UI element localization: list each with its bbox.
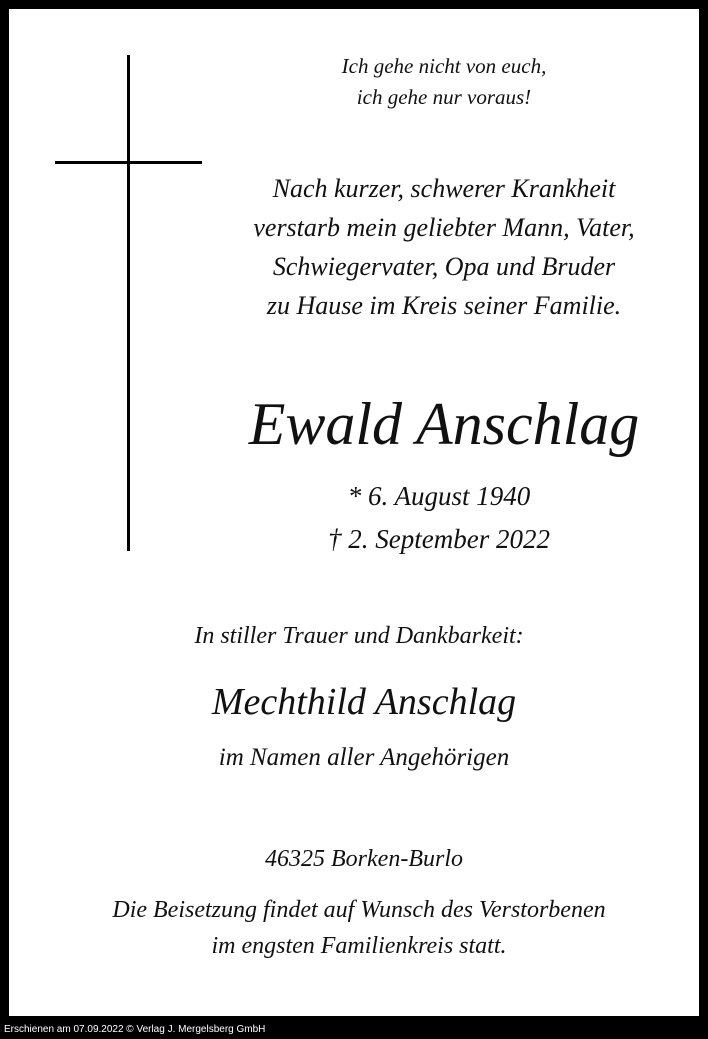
intro-line: zu Hause im Kreis seiner Familie. (266, 291, 622, 320)
birth-date: * 6. August 1940 (347, 481, 531, 511)
deceased-name: Ewald Anschlag (248, 391, 640, 457)
motto-line: ich gehe nur voraus! (356, 85, 532, 109)
intro-line: Nach kurzer, schwerer Krankheit (272, 174, 616, 203)
place-line: 46325 Borken-Burlo (265, 846, 463, 872)
intro-line: Schwiegervater, Opa und Bruder (272, 252, 616, 281)
intro-line: verstarb mein geliebter Mann, Vater, (253, 213, 635, 242)
mourning-line: In stiller Trauer und Dankbarkeit: (194, 623, 524, 649)
death-date: † 2. September 2022 (328, 524, 550, 554)
life-dates (299, 475, 579, 561)
intro-text (234, 169, 654, 325)
cross-horizontal-bar (55, 161, 202, 164)
obituary-card (9, 9, 699, 1016)
motto-line: Ich gehe nicht von euch, (341, 54, 547, 78)
burial-info (49, 892, 669, 964)
burial-line: im engsten Familienkreis statt. (211, 933, 507, 959)
motto-quote (309, 51, 579, 113)
cross-vertical-bar (127, 55, 130, 551)
mourner-name: Mechthild Anschlag (211, 681, 517, 723)
publication-footer: Erschienen am 07.09.2022 © Verlag J. Mergelsberg GmbH (4, 1024, 266, 1035)
on-behalf-line: im Namen aller Angehörigen (218, 744, 510, 771)
burial-line: Die Beisetzung findet auf Wunsch des Verstorbenen (112, 897, 606, 923)
